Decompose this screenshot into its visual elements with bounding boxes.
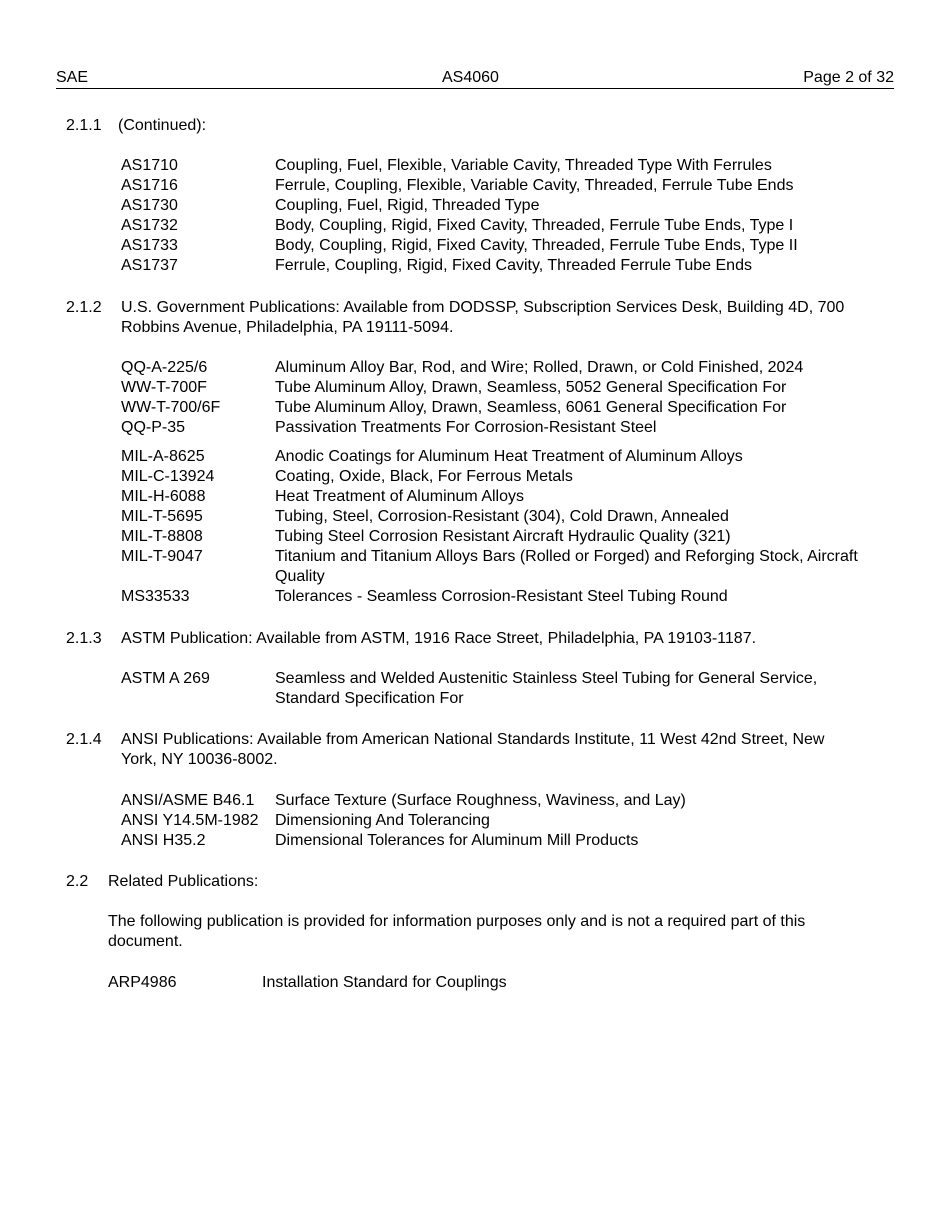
list-item — [121, 176, 871, 196]
header-doc-number: AS4060 — [442, 69, 499, 86]
ref-code: MIL-T-8808 — [121, 528, 203, 545]
ref-title: Ferrule, Coupling, Flexible, Variable Cavity, Threaded, Ferrule Tube Ends — [275, 177, 794, 194]
header-page-number: Page 2 of 32 — [803, 69, 894, 86]
list-item — [121, 358, 871, 378]
ref-code: QQ-A-225/6 — [121, 359, 208, 376]
ref-code: WW-T-700F — [121, 379, 207, 396]
section-2-1-1-number: 2.1.1 — [66, 117, 102, 134]
list-item — [121, 236, 871, 256]
section-2-1-1-list — [121, 156, 871, 276]
ref-code: ARP4986 — [108, 974, 177, 991]
ref-title: Anodic Coatings for Aluminum Heat Treatment of Aluminum Alloys — [275, 448, 743, 465]
list-item — [121, 398, 871, 418]
section-2-2-number: 2.2 — [66, 873, 89, 890]
ref-code: MIL-T-9047 — [121, 548, 203, 565]
list-item — [121, 831, 871, 851]
ref-code: AS1732 — [121, 217, 178, 234]
ref-title: Surface Texture (Surface Roughness, Waviness, and Lay) — [275, 792, 686, 809]
ref-code: MIL-T-5695 — [121, 508, 203, 525]
section-2-2-text: The following publication is provided for information purposes only and is not a required part of this document. — [108, 913, 806, 950]
list-item — [121, 418, 871, 438]
ref-title: Ferrule, Coupling, Rigid, Fixed Cavity, Threaded Ferrule Tube Ends — [275, 257, 752, 274]
ref-code: AS1733 — [121, 237, 178, 254]
ref-title: Installation Standard for Couplings — [262, 974, 507, 991]
list-item — [121, 216, 871, 236]
list-item — [121, 547, 871, 587]
ref-title: Passivation Treatments For Corrosion-Resistant Steel — [275, 419, 657, 436]
list-item — [121, 587, 871, 607]
ref-title: Tubing, Steel, Corrosion-Resistant (304), Cold Drawn, Annealed — [275, 508, 729, 525]
ref-title: Dimensioning And Tolerancing — [275, 812, 490, 829]
ref-title: Tube Aluminum Alloy, Drawn, Seamless, 6061 General Specification For — [275, 399, 787, 416]
list-item — [121, 196, 871, 216]
section-2-1-2-number: 2.1.2 — [66, 299, 102, 316]
list-item — [121, 527, 871, 547]
section-2-1-4-list — [121, 791, 871, 851]
list-item — [121, 791, 871, 811]
ref-title: Tubing Steel Corrosion Resistant Aircraft Hydraulic Quality (321) — [275, 528, 731, 545]
section-2-1-4-number: 2.1.4 — [66, 731, 102, 748]
ref-code: MIL-C-13924 — [121, 468, 215, 485]
page-header — [56, 68, 894, 89]
header-org: SAE — [56, 69, 89, 86]
ref-title: Dimensional Tolerances for Aluminum Mill Products — [275, 832, 639, 849]
ref-code: ANSI H35.2 — [121, 832, 206, 849]
ref-code: AS1710 — [121, 157, 178, 174]
list-item — [121, 811, 871, 831]
ref-code: AS1737 — [121, 257, 178, 274]
ref-title: Tube Aluminum Alloy, Drawn, Seamless, 5052 General Specification For — [275, 379, 787, 396]
ref-code: AS1716 — [121, 177, 178, 194]
section-2-1-3-list — [121, 669, 871, 709]
ref-code: ANSI Y14.5M-1982 — [121, 812, 259, 829]
ref-code: MS33533 — [121, 588, 190, 605]
section-2-1-4-text: ANSI Publications: Available from American National Standards Institute, 11 West 42nd Street, New York, NY 10036-8002. — [121, 731, 825, 768]
section-2-1-2-list-military — [121, 447, 871, 607]
ref-title: Coating, Oxide, Black, For Ferrous Metals — [275, 468, 573, 485]
ref-code: WW-T-700/6F — [121, 399, 221, 416]
list-item — [121, 378, 871, 398]
ref-title: Aluminum Alloy Bar, Rod, and Wire; Rolled, Drawn, or Cold Finished, 2024 — [275, 359, 804, 376]
section-2-1-3-text: ASTM Publication: Available from ASTM, 1916 Race Street, Philadelphia, PA 19103-1187. — [121, 630, 757, 647]
ref-title: Body, Coupling, Rigid, Fixed Cavity, Threaded, Ferrule Tube Ends, Type II — [275, 237, 798, 254]
ref-code: MIL-H-6088 — [121, 488, 206, 505]
section-2-1-2-text: U.S. Government Publications: Available from DODSSP, Subscription Services Desk, Building 4D, 700 Robbins Avenue, Philadelphia, PA 19111-5094. — [121, 299, 845, 336]
section-2-1-1-title: (Continued): — [118, 117, 207, 134]
list-item — [121, 156, 871, 176]
ref-title: Heat Treatment of Aluminum Alloys — [275, 488, 524, 505]
section-2-2-title: Related Publications: — [108, 873, 259, 890]
ref-code: ANSI/ASME B46.1 — [121, 792, 255, 809]
ref-code: QQ-P-35 — [121, 419, 186, 436]
ref-title: Seamless and Welded Austenitic Stainless Steel Tubing for General Service, Standard Specification For — [275, 670, 818, 707]
ref-code: ASTM A 269 — [121, 670, 210, 687]
ref-title: Tolerances - Seamless Corrosion-Resistant Steel Tubing Round — [275, 588, 728, 605]
list-item — [121, 669, 871, 709]
list-item — [108, 973, 868, 993]
list-item — [121, 507, 871, 527]
section-2-1-3-number: 2.1.3 — [66, 630, 102, 647]
ref-title: Titanium and Titanium Alloys Bars (Rolled or Forged) and Reforging Stock, Aircraft Quality — [275, 548, 858, 585]
ref-title: Coupling, Fuel, Flexible, Variable Cavity, Threaded Type With Ferrules — [275, 157, 772, 174]
ref-title: Body, Coupling, Rigid, Fixed Cavity, Threaded, Ferrule Tube Ends, Type I — [275, 217, 794, 234]
list-item — [121, 447, 871, 467]
list-item — [121, 467, 871, 487]
ref-title: Coupling, Fuel, Rigid, Threaded Type — [275, 197, 540, 214]
list-item — [121, 256, 871, 276]
section-2-1-2-list-federal — [121, 358, 871, 438]
ref-code: MIL-A-8625 — [121, 448, 205, 465]
ref-code: AS1730 — [121, 197, 178, 214]
list-item — [121, 487, 871, 507]
